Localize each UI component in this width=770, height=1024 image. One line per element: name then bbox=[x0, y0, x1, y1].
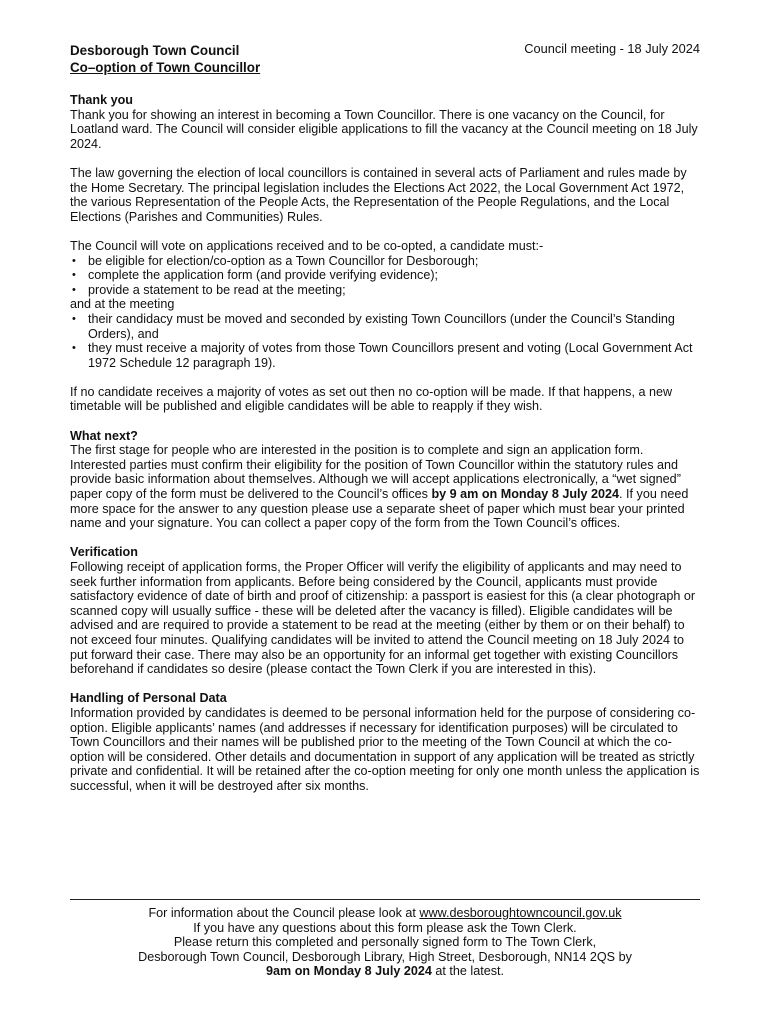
list-item: • they must receive a majority of votes from those Town Councillors present and voting (Local Government Act 1972 Schedule 12 paragraph 19). bbox=[88, 341, 700, 370]
meeting-conditions-intro: and at the meeting bbox=[70, 297, 175, 312]
list-item: • be eligible for election/co-option as a Town Councillor for Desborough; bbox=[88, 254, 700, 269]
requirements-intro: The Council will vote on applications received and to be co-opted, a candidate must:- bbox=[70, 238, 544, 253]
verification-paragraph: Following receipt of application forms, the Proper Officer will verify the eligibility of applicants and may need to seek further information from applicants. Before being considered by the Council, applicants must provide satisfactory evidence of date of birth and proof of citizenship: a passport is easiest for this (a clear photograph or scanned copy will usually suffice - these will be deleted after the vacancy is filled). Eligible candidates will be advised and are required to provide a statement to be read at the meeting (either by them or on their behalf) to not exceed four minutes. Qualifying candidates will be invited to attend the Council meeting on 18 July 2024 to put forward their case. There may also be an opportunity for an informal get together with existing Councillors beforehand if candidates so desire (please contact the Town Clerk if you are interested in this). bbox=[70, 560, 696, 677]
requirements-list bbox=[70, 254, 700, 298]
list-item: • complete the application form (and provide verifying evidence); bbox=[88, 268, 700, 283]
what-next-heading: What next? bbox=[70, 428, 138, 443]
list-item: • provide a statement to be read at the meeting; bbox=[88, 283, 700, 298]
document-title: Co–option of Town Councillor bbox=[70, 60, 261, 75]
verification-section bbox=[70, 545, 700, 676]
thank-you-heading: Thank you bbox=[70, 93, 133, 107]
submission-deadline: by 9 am on Monday 8 July 2024 bbox=[431, 487, 620, 502]
meeting-date: Council meeting - 18 July 2024 bbox=[524, 41, 700, 56]
verification-heading: Verification bbox=[70, 545, 138, 560]
council-name: Desborough Town Council bbox=[70, 43, 240, 58]
thank-you-section bbox=[70, 93, 700, 414]
what-next-paragraph: The first stage for people who are interested in the position is to complete and sign an application form. Interested parties must confirm their eligibility for the position of Town Councillor within the statutory rules and provide basic information about themselves. Although we will accept applications electronically, a “wet signed” paper copy of the form must be delivered to the Council’s offices by 9 am on Monday 8 July 2024. If you need more space for the answer to any question please use a separate sheet of paper which must bear your printed name and your signature. You can collect a paper copy of the form from the Town Council’s offices. bbox=[70, 443, 689, 531]
legislation-paragraph: The law governing the election of local councillors is contained in several acts of Parliament and rules made by the Home Secretary. The principal legislation includes the Elections Act 2022, the Local Government Act 1972, the various Representation of the People Acts, the Representation of the People Regulations, and the Local Elections (Parishes and Communities) Rules. bbox=[70, 165, 687, 224]
document-body bbox=[70, 93, 700, 808]
no-majority-paragraph: If no candidate receives a majority of votes as set out then no co-option will be made. If that happens, a new timetable will be published and eligible candidates will be able to reapply if they wish. bbox=[70, 384, 673, 414]
what-next-section bbox=[70, 429, 700, 531]
document-footer bbox=[70, 906, 700, 979]
footer-info-line: For information about the Council please look at www.desboroughtowncouncil.gov.uk bbox=[148, 906, 622, 920]
meeting-conditions-list bbox=[70, 312, 700, 370]
personal-data-heading: Handling of Personal Data bbox=[70, 691, 227, 706]
list-item: • their candidacy must be moved and seconded by existing Town Councillors (under the Council’s Standing Orders), and bbox=[88, 312, 700, 341]
footer-divider bbox=[70, 899, 700, 900]
document-header bbox=[70, 42, 700, 82]
vacancy-paragraph: Thank you for showing an interest in becoming a Town Councillor. There is one vacancy on the Council, for Loatland ward. The Council will consider eligible applications to fill the vacancy at the Council meeting on 18 July 2024. bbox=[70, 107, 698, 151]
personal-data-section bbox=[70, 691, 700, 793]
footer-deadline: 9am on Monday 8 July 2024 bbox=[266, 964, 432, 979]
footer-return-line: Please return this completed and personally signed form to The Town Clerk, bbox=[173, 935, 597, 950]
footer-address-line: Desborough Town Council, Desborough Library, High Street, Desborough, NN14 2QS by bbox=[138, 949, 632, 964]
footer-deadline-line: 9am on Monday 8 July 2024 at the latest. bbox=[266, 964, 504, 979]
footer-questions-line: If you have any questions about this form please ask the Town Clerk. bbox=[193, 920, 577, 935]
personal-data-paragraph: Information provided by candidates is deemed to be personal information held for the purpose of considering co-option. Eligible applicants’ names (and addresses if necessary for identification purposes) will be circulated to Town Councillors and their names will be published prior to the meeting of the Town Council at which the co-option will be considered. Other details and documentation in support of any application will be treated as strictly private and confidential. It will be retained after the co-option meeting for only one month unless the application is successful, when it will be destroyed after six months. bbox=[70, 705, 700, 793]
council-website-link[interactable]: www.desboroughtowncouncil.gov.uk bbox=[419, 906, 622, 920]
